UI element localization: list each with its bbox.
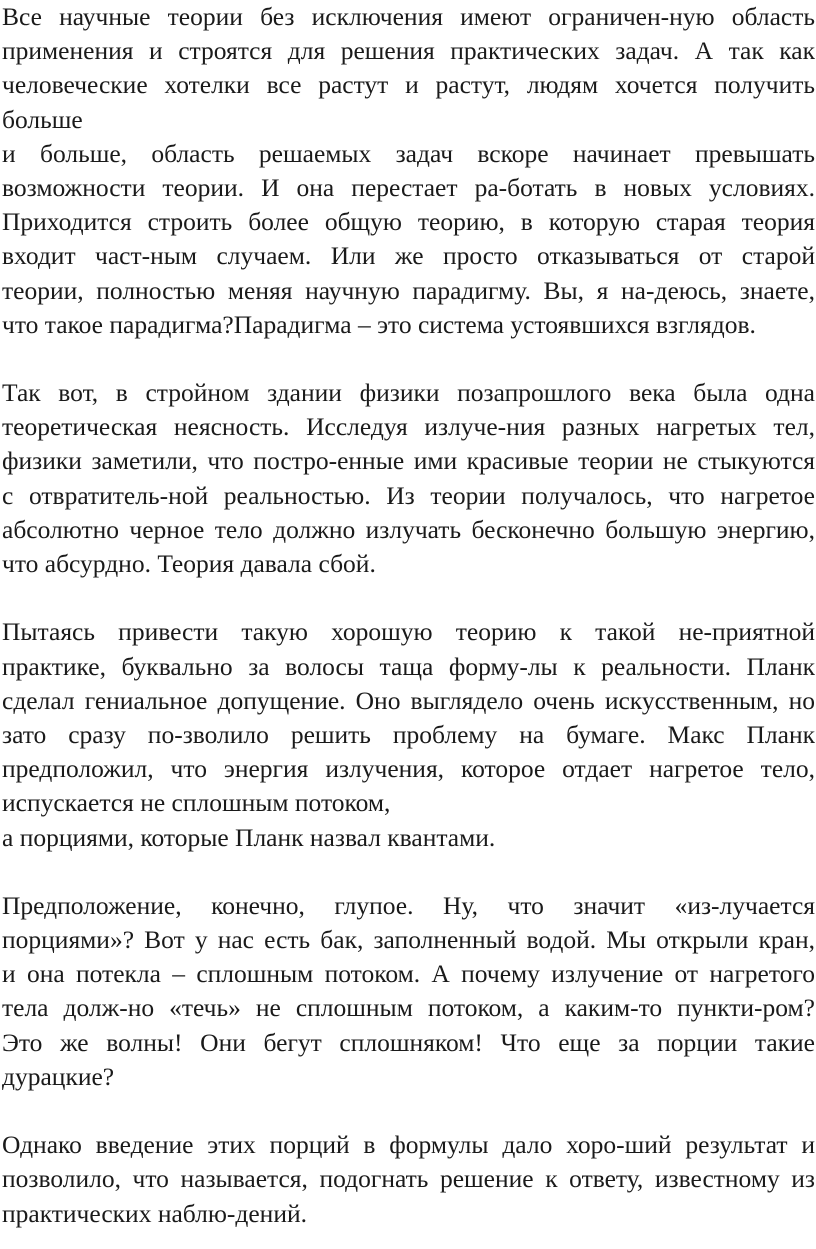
text-line: Это же волны! Они бегут сплошняком! Что еще за порции такие [2, 1027, 815, 1057]
text-line: Все научные теории без исключения имеют ограничен-ную область [2, 2, 815, 31]
text-line: Пытаясь привести такую хорошую теорию к такой не-приятной [2, 617, 815, 647]
text-line: испускается не сплошным потоком, [2, 788, 391, 818]
paragraph-gap [2, 581, 815, 615]
paragraph [2, 1128, 815, 1231]
paragraph [2, 376, 815, 581]
text-line: Приходится строить более общую теорию, в которую старая теория [2, 207, 815, 237]
text-line: а порциями, которые Планк назвал квантами. [2, 822, 496, 852]
text-line: человеческие хотелки все растут и растут, людям хочется получить [2, 70, 815, 100]
paragraph-gap [2, 1094, 815, 1128]
text-line: с отвратитель-ной реальностью. Из теории получалось, что нагретое [2, 480, 815, 510]
text-line: применения и строятся для решения практических задач. А так как [2, 36, 815, 66]
paragraph [2, 615, 815, 854]
text-line: теоретическая неясность. Исследуя излуче-ния разных нагретых тел, [2, 412, 815, 442]
text-line: что абсурдно. Теория давала сбой. [2, 549, 376, 578]
text-line: абсолютно черное тело должно излучать бесконечно большую энергию, [2, 514, 815, 544]
text-line: физики заметили, что постро-енные ими красивые теории не стыкуются [2, 446, 815, 476]
text-line: больше [2, 104, 83, 134]
text-line: Предположение, конечно, глупое. Ну, что значит «из-лучается [2, 890, 815, 920]
text-line: практике, буквально за волосы таща форму-лы к реальности. Планк [2, 651, 815, 681]
text-line: что такое парадигма?Парадигма – это система устоявшихся взглядов. [2, 309, 756, 339]
text-line: предположил, что энергия излучения, которое отдает нагретое тело, [2, 754, 815, 784]
text-line: зато сразу по-зволило решить проблему на бумаге. Макс Планк [2, 719, 815, 749]
text-line: и она потекла – сплошным потоком. А почему излучение от нагретого [2, 959, 815, 989]
text-line: дурацкие? [2, 1061, 115, 1091]
text-line: теории, полностью меняя научную парадигму. Вы, я на-деюсь, знаете, [2, 275, 815, 305]
text-line: тела долж-но «течь» не сплошным потоком, а каким-то пункти-ром? [2, 993, 815, 1023]
paragraph [2, 889, 815, 1094]
text-line: порциями»? Вот у нас есть бак, заполненный водой. Мы открыли кран, [2, 925, 815, 955]
text-line: Так вот, в стройном здании физики позапрошлого века была одна [2, 378, 815, 408]
paragraph-gap [2, 342, 815, 376]
text-line: позволило, что называется, подогнать решение к ответу, известному из [2, 1164, 815, 1194]
text-line: практических наблю-дений. [2, 1198, 307, 1228]
text-line: входит част-ным случаем. Или же просто отказываться от старой [2, 241, 815, 271]
text-line: возможности теории. И она перестает ра-ботать в новых условиях. [2, 172, 815, 202]
text-line: и больше, область решаемых задач вскоре начинает превышать [2, 138, 815, 168]
text-line: сделал гениальное допущение. Оно выглядело очень искусственным, но [2, 685, 815, 715]
paragraph [2, 0, 815, 342]
paragraph-gap [2, 855, 815, 889]
text-line: Однако введение этих порций в формулы дало хоро-ший результат и [2, 1130, 815, 1160]
